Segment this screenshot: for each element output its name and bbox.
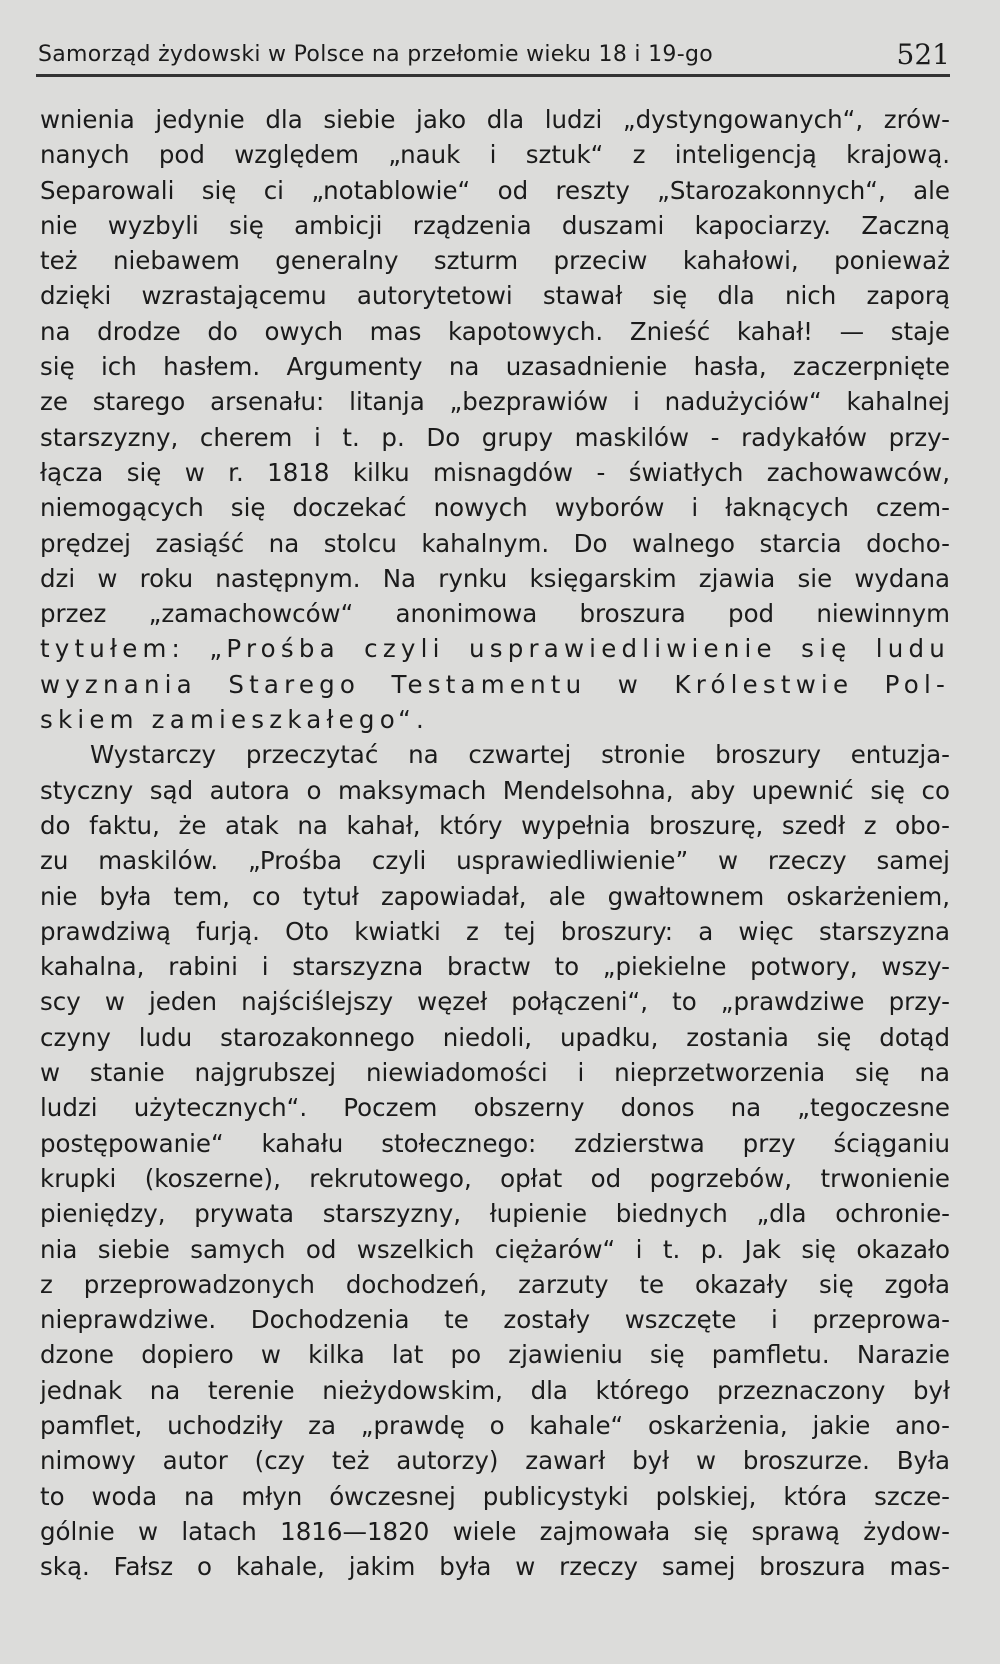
text-line: z przeprowadzonych dochodzeń, zarzuty te okazały się zgoła [40,1269,950,1299]
text-line: do faktu, że atak na kahał, który wypełnia broszurę, szedł z obo- [40,810,950,840]
text-line: łącza się w r. 1818 kilku misnagdów - światłych zachowawców, [40,457,950,487]
text-line: ludzi użytecznych“. Poczem obszerny donos na „tegoczesne [40,1093,950,1123]
text-line: starszyzny, cherem i t. p. Do grupy maskilów - radykałów przy- [40,422,950,452]
text-line: pamflet, uchodziły za „prawdę o kahale“ oskarżenia, jakie ano- [40,1410,950,1440]
text-line: krupki (koszerne), rekrutowego, opłat od pogrzebów, trwonienie [40,1163,950,1193]
text-line: kahalna, rabini i starszyzna bractw to „piekielne potwory, wszy- [40,952,950,982]
running-head: Samorząd żydowski w Polsce na przełomie wieku 18 i 19-go [38,42,713,67]
text-line-title: tytułem: „Prośba czyli usprawiedliwienie się ludu [40,634,950,664]
text-line-title: wyznania Starego Testamentu w Królestwie Pol- [40,669,950,699]
text-line: się ich hasłem. Argumenty na uzasadnienie hasła, zaczerpnięte [40,352,950,382]
text-line: prawdziwą furją. Oto kwiatki z tej broszury: a więc starszyzna [40,916,950,946]
text-line: dzi w roku następnym. Na rynku księgarskim zjawia sie wydana [40,563,950,593]
text-line: też niebawem generalny szturm przeciw kahałowi, ponieważ [40,246,950,276]
text-line: nieprawdziwe. Dochodzenia te zostały wszczęte i przeprowa- [40,1305,950,1335]
text-line: dzięki wzrastającemu autorytetowi stawał się dla nich zaporą [40,281,950,311]
text-line: styczny sąd autora o maksymach Mendelsohna, aby upewnić się co [40,775,950,805]
text-line: ze starego arsenału: litanja „bezprawiów i nadużyciów“ kahalnej [40,387,950,417]
text-line: nanych pod względem „nauk i sztuk“ z inteligencją krajową. [40,140,950,170]
text-line: nie była tem, co tytuł zapowiadał, ale gwałtownem oskarżeniem, [40,881,950,911]
text-line: niemogących się doczekać nowych wyborów i łaknących czem- [40,493,950,523]
text-line: postępowanie“ kahału stołecznego: zdzierstwa przy ściąganiu [40,1128,950,1158]
text-line: na drodze do owych mas kapotowych. Znieść kahał! — staje [40,316,950,346]
text-line: gólnie w latach 1816—1820 wiele zajmowała się sprawą żydow- [40,1516,950,1546]
text-line: ską. Fałsz o kahale, jakim była w rzeczy samej broszura mas- [40,1552,950,1582]
text-line: Separowali się ci „notablowie“ od reszty „Starozakonnych“, ale [40,175,950,205]
text-line: scy w jeden najściślejszy węzeł połączeni“, to „prawdziwe przy- [40,987,950,1017]
text-line: czyny ludu starozakonnego niedoli, upadku, zostania się dotąd [40,1022,950,1052]
text-line: w stanie najgrubszej niewiadomości i nieprzetworzenia się na [40,1058,950,1088]
text-line: nie wyzbyli się ambicji rządzenia duszami kapociarzy. Zaczną [40,210,950,240]
page-number: 521 [896,38,950,71]
text-line: przez „zamachowców“ anonimowa broszura pod niewinnym [40,599,950,629]
text-line: nia siebie samych od wszelkich ciężarów“ i t. p. Jak się okazało [40,1234,950,1264]
text-line-title: skiem zamieszkałego“. [40,705,429,735]
body-text [40,102,950,1584]
text-line: nimowy autor (czy też autorzy) zawarł był w broszurze. Była [40,1446,950,1476]
text-line: dzone dopiero w kilka lat po zjawieniu się pamfletu. Narazie [40,1340,950,1370]
text-line: jednak na terenie nieżydowskim, dla którego przeznaczony był [40,1375,950,1405]
text-line: prędzej zasiąść na stolcu kahalnym. Do walnego starcia docho- [40,528,950,558]
text-line: wnienia jedynie dla siebie jako dla ludzi „dystyngowanych“, zrów- [40,105,950,134]
text-line: pieniędzy, prywata starszyzny, łupienie biednych „dla ochronie- [40,1199,950,1229]
page-header [38,38,950,74]
text-line: to woda na młyn ówczesnej publicystyki polskiej, która szcze- [40,1481,950,1511]
paragraph-start-line: Wystarczy przeczytać na czwartej stronie broszury entuzja- [90,740,950,770]
text-line: zu maskilów. „Prośba czyli usprawiedliwienie” w rzeczy samej [40,846,950,876]
header-rule [36,74,950,77]
